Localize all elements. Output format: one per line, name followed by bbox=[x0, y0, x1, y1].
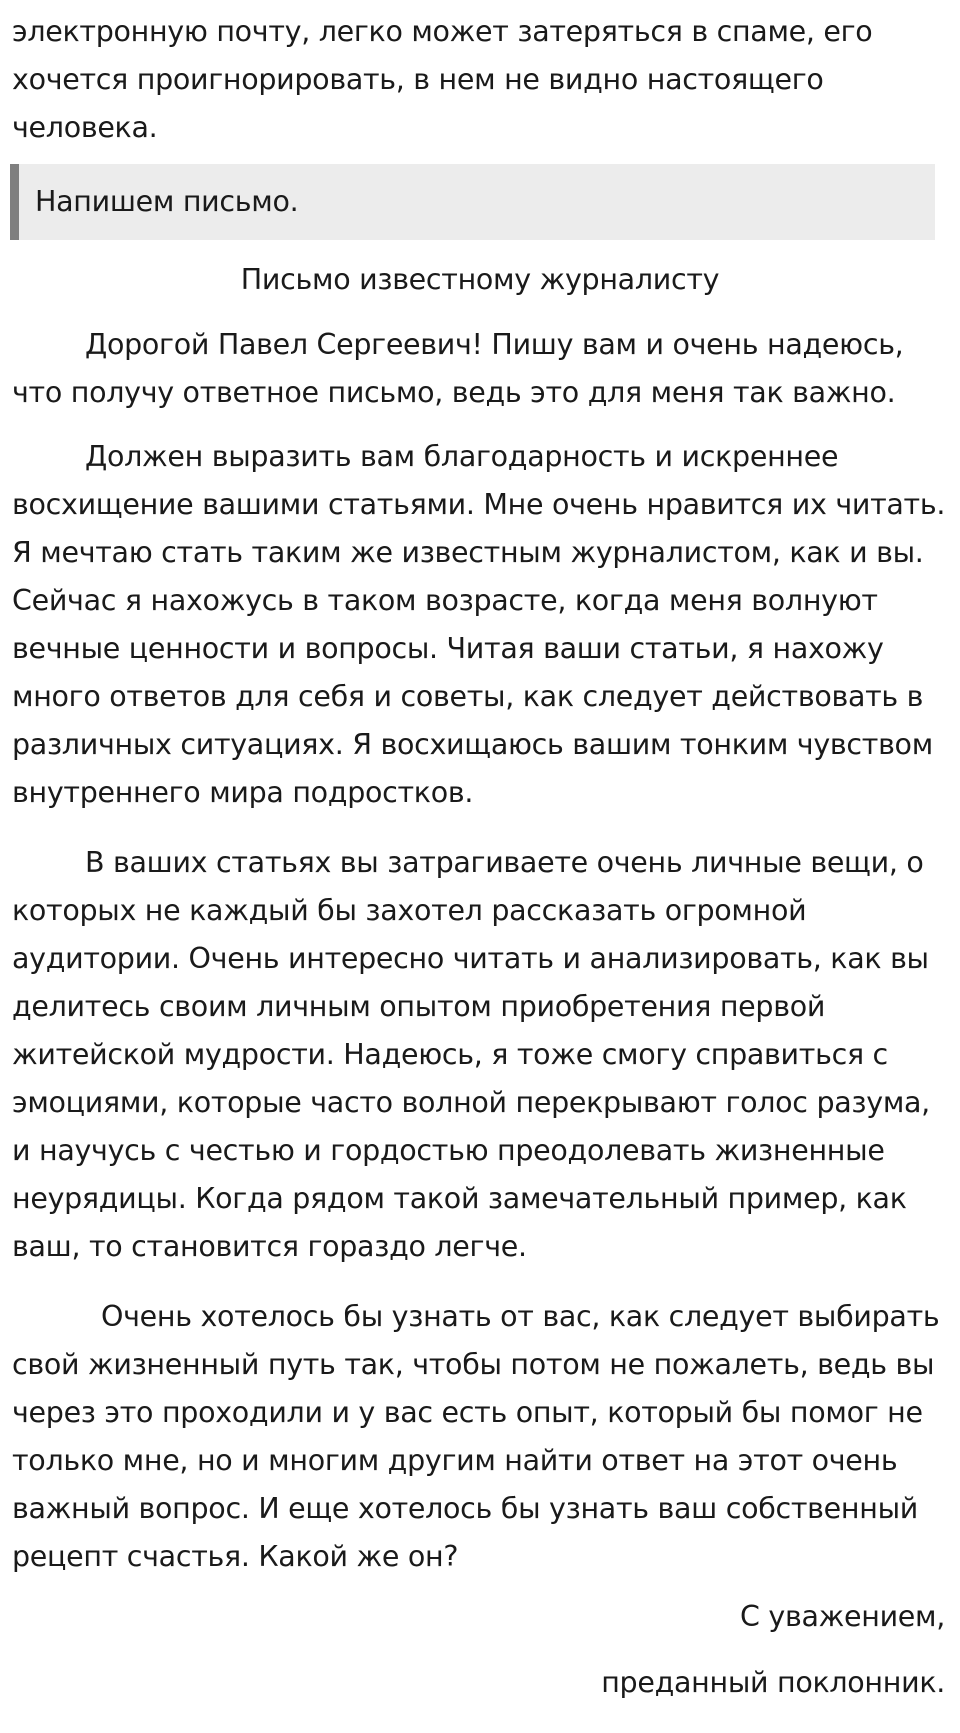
letter-paragraph-gratitude: Должен выразить вам благодарность и искреннее восхищение вашими статьями. Мне очень нравится их читать. Я мечтаю стать таким же известным журналистом, как и вы. Сейчас я нахожусь в таком возрасте, когда меня волнуют вечные ценности и вопросы. Читая ваши статьи, я нахожу много ответов для себя и советы, как следует действовать в различных ситуациях. Я восхищаюсь вашим тонким чувством внутреннего мира подростков. bbox=[12, 440, 946, 809]
intro-paragraph: электронную почту, легко может затеряться в спаме, его хочется проигнорировать, в нем не видно настоящего человека. bbox=[12, 15, 873, 144]
letter-paragraph-greeting: Дорогой Павел Сергеевич! Пишу вам и очень надеюсь, что получу ответное письмо, ведь это для меня так важно. bbox=[12, 328, 904, 409]
letter-paragraph-question: Очень хотелось бы узнать от вас, как следует выбирать свой жизненный путь так, чтобы потом не пожалеть, ведь вы через это проходили и у вас есть опыт, который бы помог не только мне, но и многим другим найти ответ на этот очень важный вопрос. И еще хотелось бы узнать ваш собственный рецепт счастья. Какой же он? bbox=[12, 1300, 940, 1573]
letter-title: Письмо известному журналисту bbox=[240, 263, 720, 296]
letter-paragraph-articles: В ваших статьях вы затрагиваете очень личные вещи, о которых не каждый бы захотел рассказать огромной аудитории. Очень интересно читать и анализировать, как вы делитесь своим личным опытом приобретения первой житейской мудрости. Надеюсь, я тоже смогу справиться с эмоциями, которые часто волной перекрывают голос разума, и научусь с честью и гордостью преодолевать жизненные неурядицы. Когда рядом такой замечательный пример, как ваш, то становится гораздо легче. bbox=[12, 846, 930, 1263]
letter-closing-regards: С уважением, bbox=[740, 1600, 945, 1633]
letter-signature: преданный поклонник. bbox=[601, 1666, 945, 1699]
callout-text: Напишем письмо. bbox=[35, 185, 299, 218]
task-callout bbox=[10, 164, 935, 240]
